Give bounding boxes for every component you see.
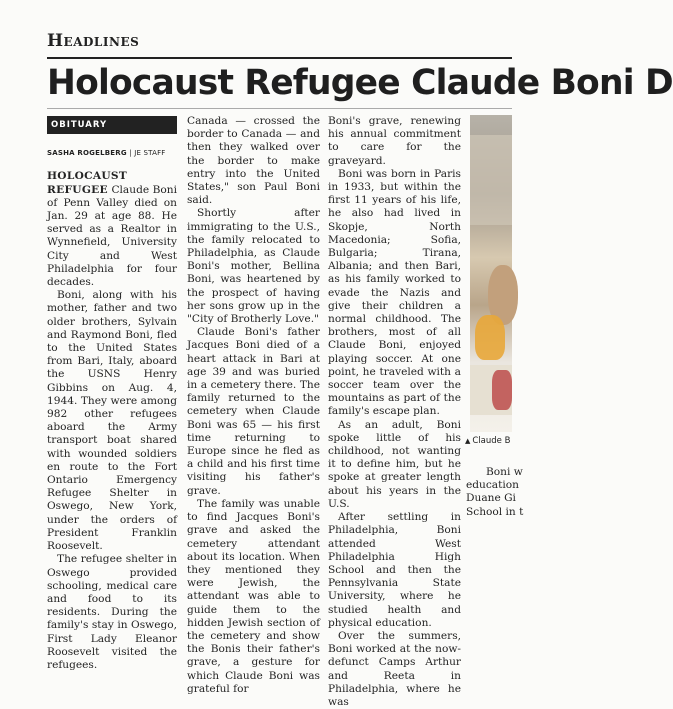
caption-text: Claude B [472, 436, 511, 446]
article-photo [470, 115, 512, 432]
paragraph: Claude Boni's father Jacques Boni died of a heart attack in Bari at age 39 and was buried in a cemetery there. The family returned to the cemetery when Claude Boni was 65 — his first time returning to Europe since he fled as a child and his first time visiting his father's grave. [187, 326, 320, 497]
author-name: SASHA ROGELBERG [47, 149, 127, 158]
paragraph: Over the summers, Boni worked at the now-defunct Camps Arthur and Reeta in Philadelphia, where he was [328, 629, 461, 708]
byline [47, 147, 177, 160]
article-headline: Holocaust Refugee Claude Boni D [47, 63, 673, 103]
obituary-label: OBITUARY [47, 116, 177, 134]
text-line: School in t [466, 505, 524, 518]
top-rule [47, 57, 512, 59]
headline-rule [47, 108, 512, 109]
caption-triangle-icon: ▲ [465, 437, 471, 445]
paragraph: The family was unable to find Jacques Boni's grave and asked the cemetery attendant about its location. When they mentioned they were Jewish, the attendant was able to guide them to the hidden Jewish section of the cemetery and show the Bonis their father's grave, a gesture for which Claude Boni was grateful for [187, 497, 320, 695]
text-line: Duane Gi [466, 492, 516, 505]
section-title: Headlines [47, 31, 140, 51]
lead-text: Claude Boni of Penn Valley died on Jan. 29 at age 88. He served as a Realtor in Wynnefield, University City and West Philadelphia for four decades. [47, 183, 177, 289]
text-line: Boni w [486, 466, 523, 478]
author-role: | JE STAFF [126, 149, 166, 158]
paragraph [47, 170, 177, 289]
text-line: education [466, 479, 519, 492]
article-column-1 [47, 116, 177, 672]
paragraph: The refugee shelter in Oswego provided schooling, medical care and food to its residents. During the family's stay in Oswego, First Lady Eleanor Roosevelt visited the refugees. [47, 553, 177, 671]
paragraph: As an adult, Boni spoke little of his childhood, not wanting it to define him, but he spoke at greater length about his years in the U.S. [328, 418, 461, 510]
paragraph: Boni was born in Paris in 1933, but within the first 11 years of his life, he also had lived in Skopje, North Macedonia; Sofia, Bulgaria; Tirana, Albania; and then Bari, as his family worked to evade the Nazis and give their children a normal childhood. The brothers, most of all Claude Boni, enjoyed playing soccer. At one point, he traveled with a soccer team over the mountains as part of the family's escape plan. [328, 167, 461, 418]
article-column-3 [328, 115, 461, 709]
paragraph: Boni, along with his mother, father and two older brothers, Sylvain and Raymond Boni, fled to the United States from Bari, Italy, aboard the USNS Henry Gibbins on Aug. 4, 1944. They were among 982 other refugees aboard the Army transport boat shared with wounded soldiers en route to the Fort Ontario Emergency Refugee Shelter in Oswego, New York, under the orders of President Franklin Roosevelt. [47, 289, 177, 553]
article-column-4 [466, 466, 524, 519]
paragraph: After settling in Philadelphia, Boni attended West Philadelphia High School and then the Pennsylvania State University, where he studied health and physical education. [328, 511, 461, 629]
photo-caption [465, 436, 510, 446]
paragraph: Boni's grave, renewing his annual commitment to care for the graveyard. [328, 115, 461, 167]
paragraph: Shortly after immigrating to the U.S., the family relocated to Philadelphia, as Claude Boni's mother, Bellina Boni, was heartened by the prospect of having her sons grow up in the "City of Brotherly Love." [187, 207, 320, 326]
article-column-2 [187, 115, 320, 696]
lead-in: HOLOCAUST REFUGEE [47, 170, 128, 196]
paragraph: Canada — crossed the border to Canada — and then they walked over the border to make entry into the United States," son Paul Boni said. [187, 115, 320, 207]
